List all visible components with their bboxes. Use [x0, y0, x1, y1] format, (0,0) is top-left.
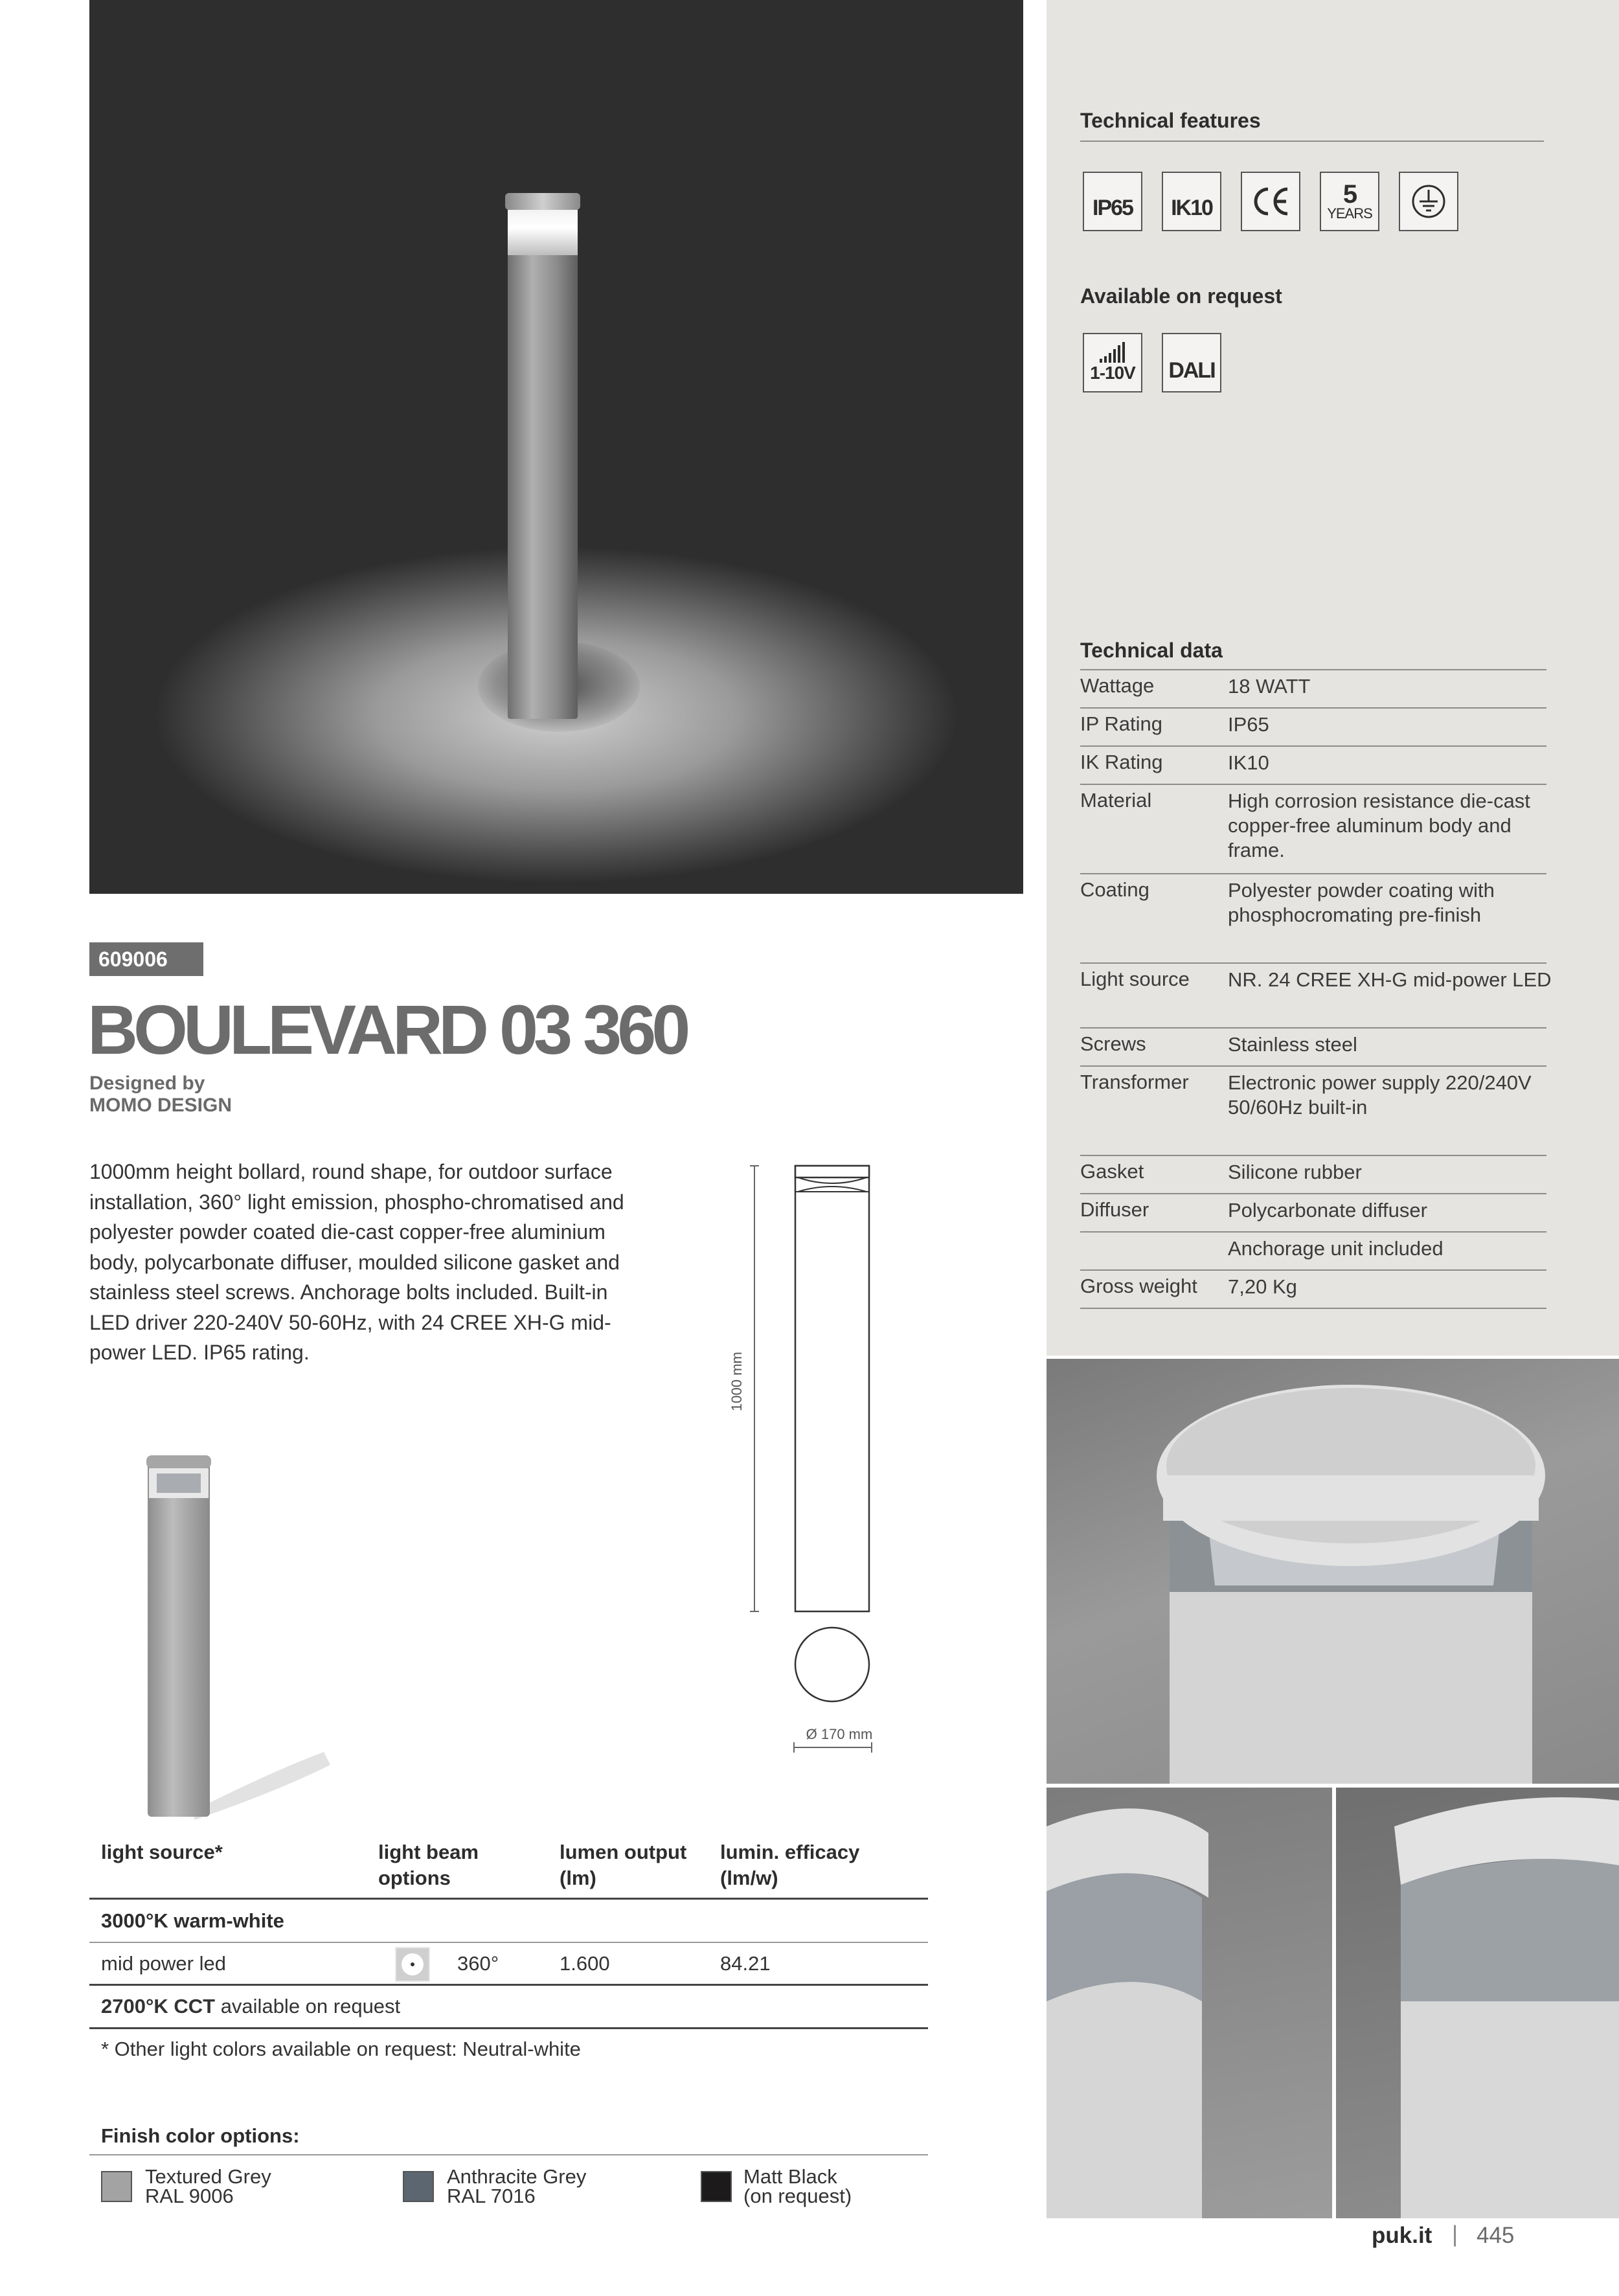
technical-data-row [1080, 1271, 1546, 1309]
swatch-anthracite-grey [403, 2171, 434, 2202]
technical-data-row [1080, 1067, 1546, 1156]
detail-photo-top [1047, 1359, 1619, 1784]
row-value: 7,20 Kg [1228, 1275, 1297, 1298]
finish-option-label: Matt Black (on request) [743, 2165, 852, 2207]
cell-beam: 360° [457, 1952, 499, 1975]
dimension-drawing [712, 1153, 907, 1762]
designer-name: MOMO DESIGN [89, 1095, 232, 1116]
product-title: BOULEVARD 03 360 [87, 990, 686, 1069]
header-light-beam: light beam options [378, 1841, 479, 1889]
cct-note [101, 1995, 400, 2018]
detail-photo-top-art [1047, 1359, 1619, 1784]
ce-glyph [1250, 185, 1291, 218]
dimming-1-10v-icon: 1-10V [1083, 333, 1142, 392]
dali-icon: DALI [1162, 333, 1221, 392]
swatch-textured-grey [101, 2171, 132, 2202]
bollard-cap [505, 193, 580, 210]
technical-data-row [1080, 1156, 1546, 1194]
page-number: 445 [1477, 2223, 1515, 2248]
cell-efficacy: 84.21 [720, 1952, 771, 1975]
technical-data-row [1080, 785, 1546, 874]
divider [89, 2154, 928, 2155]
technical-data-row [1080, 874, 1546, 964]
row-value: NR. 24 CREE XH-G mid-power LED [1228, 968, 1552, 991]
product-description: 1000mm height bollard, round shape, for outdoor surface installation, 360° light emission, phospho-chromatised and polyester powder coated die-cast copper-free aluminium body, polycarbonate diffuser, moulded silicone gasket and stainless steel screws. Anchorage bolts included. Built-in LED driver 220-240V 50-60Hz, with 24 CREE XH-G mid-power LED. IP65 rating. [89, 1160, 624, 1364]
group-3000k: 3000°K warm-white [101, 1909, 284, 1932]
technical-data-row [1080, 1233, 1546, 1271]
finish-option-label: Anthracite Grey RAL 7016 [447, 2165, 587, 2207]
beam-360-icon [395, 1947, 430, 1982]
footnote: * Other light colors available on request: Neutral-white [101, 2038, 581, 2060]
row-label: Light source [1080, 968, 1190, 990]
earth-ground-glyph [1410, 183, 1447, 220]
diameter-dimension-label: Ø 170 mm [806, 1726, 873, 1742]
header-lumen-output: lumen output (lm) [560, 1841, 687, 1889]
technical-data-row [1080, 747, 1546, 785]
detail-photo-bottom-left [1047, 1788, 1332, 2218]
ce-mark-icon [1241, 172, 1300, 231]
designer-credit [89, 1073, 232, 1117]
signal-bars-glyph [1098, 342, 1127, 363]
finish-option-label: Textured Grey RAL 9006 [145, 2165, 271, 2207]
product-code-badge: 609006 [89, 942, 203, 976]
row-value: Anchorage unit included [1228, 1237, 1444, 1260]
row-value: High corrosion resistance die-cast copper-free aluminum body and frame. [1228, 790, 1530, 861]
technical-data-row [1080, 1029, 1546, 1067]
technical-data-row [1080, 709, 1546, 747]
row-value: IP65 [1228, 713, 1269, 736]
row-label: Gasket [1080, 1160, 1144, 1183]
technical-features-title: Technical features [1080, 109, 1261, 132]
divider [89, 1898, 928, 1900]
divider [1080, 141, 1544, 142]
cell-light-source: mid power led [101, 1952, 226, 1975]
header-luminous-efficacy: lumin. efficacy (lm/w) [720, 1841, 860, 1889]
row-label: Diffuser [1080, 1198, 1149, 1221]
technical-data-row [1080, 964, 1552, 1029]
row-value: Polycarbonate diffuser [1228, 1199, 1427, 1222]
technical-data-title: Technical data [1080, 639, 1223, 662]
cct-rest: available on request [215, 1995, 401, 2018]
bollard-light-ring [508, 210, 578, 255]
divider [89, 2027, 928, 2029]
technical-data-row [1080, 1194, 1546, 1233]
cell-lumen: 1.600 [560, 1952, 610, 1975]
row-value: Polyester powder coating with phosphocromating pre-finish [1228, 879, 1495, 926]
row-label: Wattage [1080, 674, 1155, 697]
available-on-request-title: Available on request [1080, 284, 1282, 308]
warranty-5-years-icon: 5 YEARS [1320, 172, 1379, 231]
earth-ground-icon [1399, 172, 1458, 231]
divider [89, 1942, 928, 1943]
ip65-icon: IP65 [1083, 172, 1142, 231]
product-render-small [130, 1448, 337, 1823]
header-light-source: light source* [101, 1841, 223, 1863]
row-label: IK Rating [1080, 751, 1163, 773]
divider [89, 1984, 928, 1986]
beam-dot [411, 1962, 414, 1966]
swatch-matt-black [701, 2171, 732, 2202]
detail-photo-bottom-right [1336, 1788, 1619, 2218]
row-value: 18 WATT [1228, 675, 1311, 698]
bollard-body [508, 194, 578, 719]
detail-photo-bottom-right-art [1336, 1788, 1619, 2218]
row-value: Silicone rubber [1228, 1161, 1362, 1183]
footer-website: puk.it [1372, 2223, 1432, 2248]
detail-photo-bottom-left-art [1047, 1788, 1332, 2218]
row-value: Electronic power supply 220/240V 50/60Hz built-in [1228, 1071, 1532, 1119]
row-label: Coating [1080, 878, 1149, 901]
row-value: IK10 [1228, 751, 1269, 774]
technical-data-row [1080, 670, 1546, 709]
hero-product-photo [89, 0, 1023, 894]
row-label: Material [1080, 789, 1152, 812]
row-label: Gross weight [1080, 1275, 1197, 1297]
height-dimension-label: 1000 mm [729, 1352, 745, 1411]
footer-separator: | [1452, 2222, 1458, 2247]
cct-bold: 2700°K CCT [101, 1995, 216, 2018]
designed-by-label: Designed by [89, 1073, 205, 1094]
row-label: Screws [1080, 1032, 1146, 1055]
finish-title: Finish color options: [101, 2124, 300, 2147]
row-value: Stainless steel [1228, 1033, 1357, 1056]
ik10-icon: IK10 [1162, 172, 1221, 231]
row-label: Transformer [1080, 1071, 1189, 1093]
beam-circle [402, 1953, 424, 1975]
row-label: IP Rating [1080, 712, 1162, 735]
